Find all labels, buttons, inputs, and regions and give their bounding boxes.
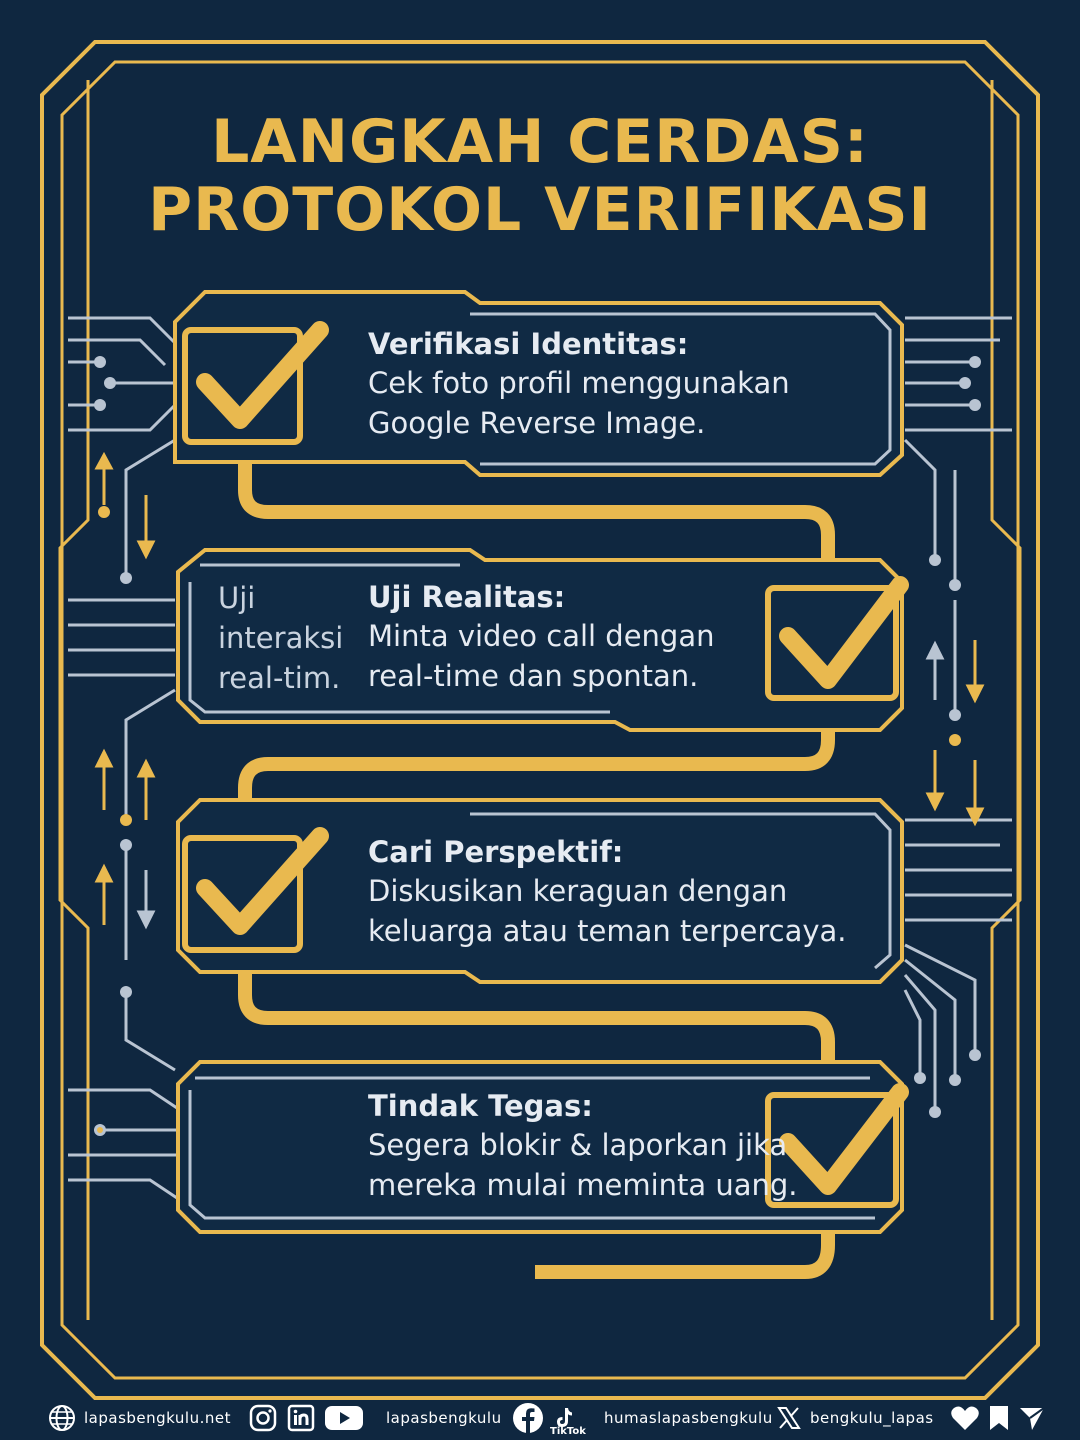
step-2-body: Minta video call dengan real-time dan spontan. <box>368 619 715 693</box>
social-links <box>248 1402 502 1434</box>
step-1-body: Cek foto profil menggunakan Google Reverse Image. <box>368 366 790 440</box>
humas-handle: humaslapasbengkulu <box>604 1409 773 1427</box>
social-handle: lapasbengkulu <box>386 1409 502 1427</box>
checkmark-icon <box>768 585 900 698</box>
website-link[interactable] <box>48 1402 231 1434</box>
arrows-right-silver <box>928 644 942 700</box>
footer-bar <box>0 1396 1080 1440</box>
step-3 <box>368 833 847 951</box>
step-4-body: Segera blokir & laporkan jika mereka mulai meminta uang. <box>368 1128 798 1202</box>
step-1 <box>368 325 790 443</box>
checkmark-icon <box>185 330 320 442</box>
globe-icon <box>48 1404 76 1432</box>
instagram-icon[interactable] <box>248 1403 278 1433</box>
checkmark-icon <box>185 836 320 950</box>
step-1-title: Verifikasi Identitas: <box>368 327 689 361</box>
circuit-nodes-right <box>914 356 981 1118</box>
step-4 <box>368 1087 798 1205</box>
step-2-title: Uji Realitas: <box>368 580 566 614</box>
arrows-left-silver <box>139 870 153 926</box>
page-title-line-2: PROTOKOL VERIFIKASI <box>148 175 932 245</box>
facebook-icon[interactable] <box>512 1402 544 1434</box>
circuit-traces-left <box>68 318 180 1200</box>
step-2 <box>368 578 715 696</box>
heart-icon[interactable] <box>950 1404 980 1432</box>
step-3-title: Cari Perspektif: <box>368 835 624 869</box>
send-icon[interactable] <box>1018 1404 1046 1432</box>
website-label: lapasbengkulu.net <box>84 1409 231 1427</box>
step-4-title: Tindak Tegas: <box>368 1089 593 1123</box>
linkedin-icon[interactable] <box>286 1403 316 1433</box>
step-3-body: Diskusikan keraguan dengan keluarga atau teman terpercaya. <box>368 874 847 948</box>
side-note: Uji interaksi real-tim. <box>218 581 344 695</box>
x-handle: bengkulu_lapas <box>810 1409 934 1427</box>
page-title-line-1: LANGKAH CERDAS: <box>211 107 869 177</box>
bookmark-icon[interactable] <box>988 1404 1010 1432</box>
gold-nodes-right <box>949 734 961 746</box>
tiktok-caption: TikTok <box>550 1426 586 1437</box>
action-icons <box>950 1402 1046 1434</box>
x-icon <box>776 1405 802 1431</box>
x-link[interactable] <box>776 1402 934 1434</box>
youtube-icon[interactable] <box>324 1403 364 1433</box>
